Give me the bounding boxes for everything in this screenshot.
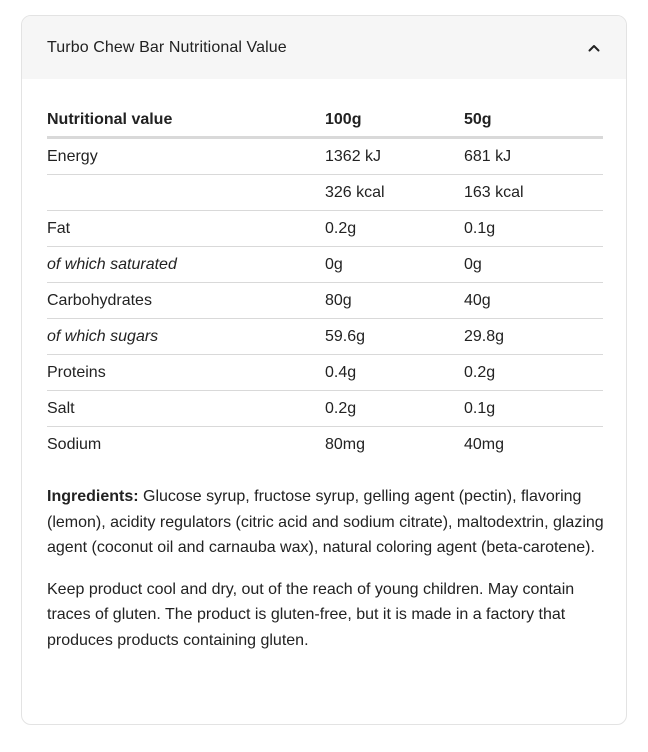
value-100g: 1362 kJ bbox=[325, 138, 464, 175]
nutrient-name: Salt bbox=[47, 391, 325, 427]
value-100g: 0.4g bbox=[325, 355, 464, 391]
nutrient-name bbox=[47, 175, 325, 211]
nutrient-name: of which sugars bbox=[47, 319, 325, 355]
table-row bbox=[47, 283, 603, 319]
table-row bbox=[47, 391, 603, 427]
accordion-title: Turbo Chew Bar Nutritional Value bbox=[47, 38, 287, 56]
table-row bbox=[47, 355, 603, 391]
value-100g: 80mg bbox=[325, 435, 366, 453]
nutrient-name: of which saturated bbox=[47, 247, 325, 283]
value-50g: 0g bbox=[464, 247, 603, 283]
nutrient-name: Carbohydrates bbox=[47, 283, 325, 319]
nutrient-name: Sodium bbox=[47, 435, 102, 453]
header-nutritional-value: Nutritional value bbox=[47, 111, 325, 138]
table-row bbox=[47, 427, 603, 463]
table-row bbox=[47, 319, 603, 355]
value-50g: 0.1g bbox=[464, 391, 603, 427]
nutrient-name: Proteins bbox=[47, 355, 325, 391]
ingredients-label: Ingredients: bbox=[47, 488, 139, 505]
table-row bbox=[47, 138, 603, 175]
ingredients-text: Glucose syrup, fructose syrup, gelling agent (pectin), flavoring (lemon), acidity regulators (citric acid and sodium citrate), maltodextrin, glazing agent (coconut oil and carnauba wax), natural coloring agent (beta-carotene). bbox=[47, 488, 604, 556]
nutrient-name: Energy bbox=[47, 138, 325, 175]
table-row bbox=[47, 211, 603, 247]
accordion-content bbox=[22, 79, 626, 653]
accordion-header[interactable] bbox=[22, 16, 626, 79]
table-row bbox=[47, 175, 603, 211]
header-100g: 100g bbox=[325, 111, 464, 138]
value-50g: 40g bbox=[464, 283, 603, 319]
value-100g: 326 kcal bbox=[325, 175, 464, 211]
value-50g: 29.8g bbox=[464, 319, 603, 355]
storage-note: Keep product cool and dry, out of the reach of young children. May contain traces of gluten. The product is gluten-free, but it is made in a factory that produces products containing gluten. bbox=[47, 580, 575, 649]
nutrient-name: Fat bbox=[47, 211, 325, 247]
value-100g: 0.2g bbox=[325, 391, 464, 427]
value-100g: 0.2g bbox=[325, 211, 464, 247]
table-header-row bbox=[47, 111, 603, 138]
ingredients-paragraph bbox=[47, 484, 607, 561]
nutrition-table bbox=[47, 111, 603, 462]
nutrition-accordion bbox=[21, 15, 627, 725]
table-row bbox=[47, 247, 603, 283]
value-100g: 0g bbox=[325, 247, 464, 283]
value-50g: 163 kcal bbox=[464, 175, 603, 211]
value-50g: 0.1g bbox=[464, 211, 603, 247]
value-100g: 80g bbox=[325, 283, 464, 319]
value-100g: 59.6g bbox=[325, 319, 464, 355]
value-50g: 681 kJ bbox=[464, 138, 603, 175]
chevron-up-icon[interactable] bbox=[586, 40, 602, 56]
value-50g: 0.2g bbox=[464, 355, 603, 391]
header-50g: 50g bbox=[464, 111, 603, 138]
value-50g: 40mg bbox=[464, 435, 505, 453]
